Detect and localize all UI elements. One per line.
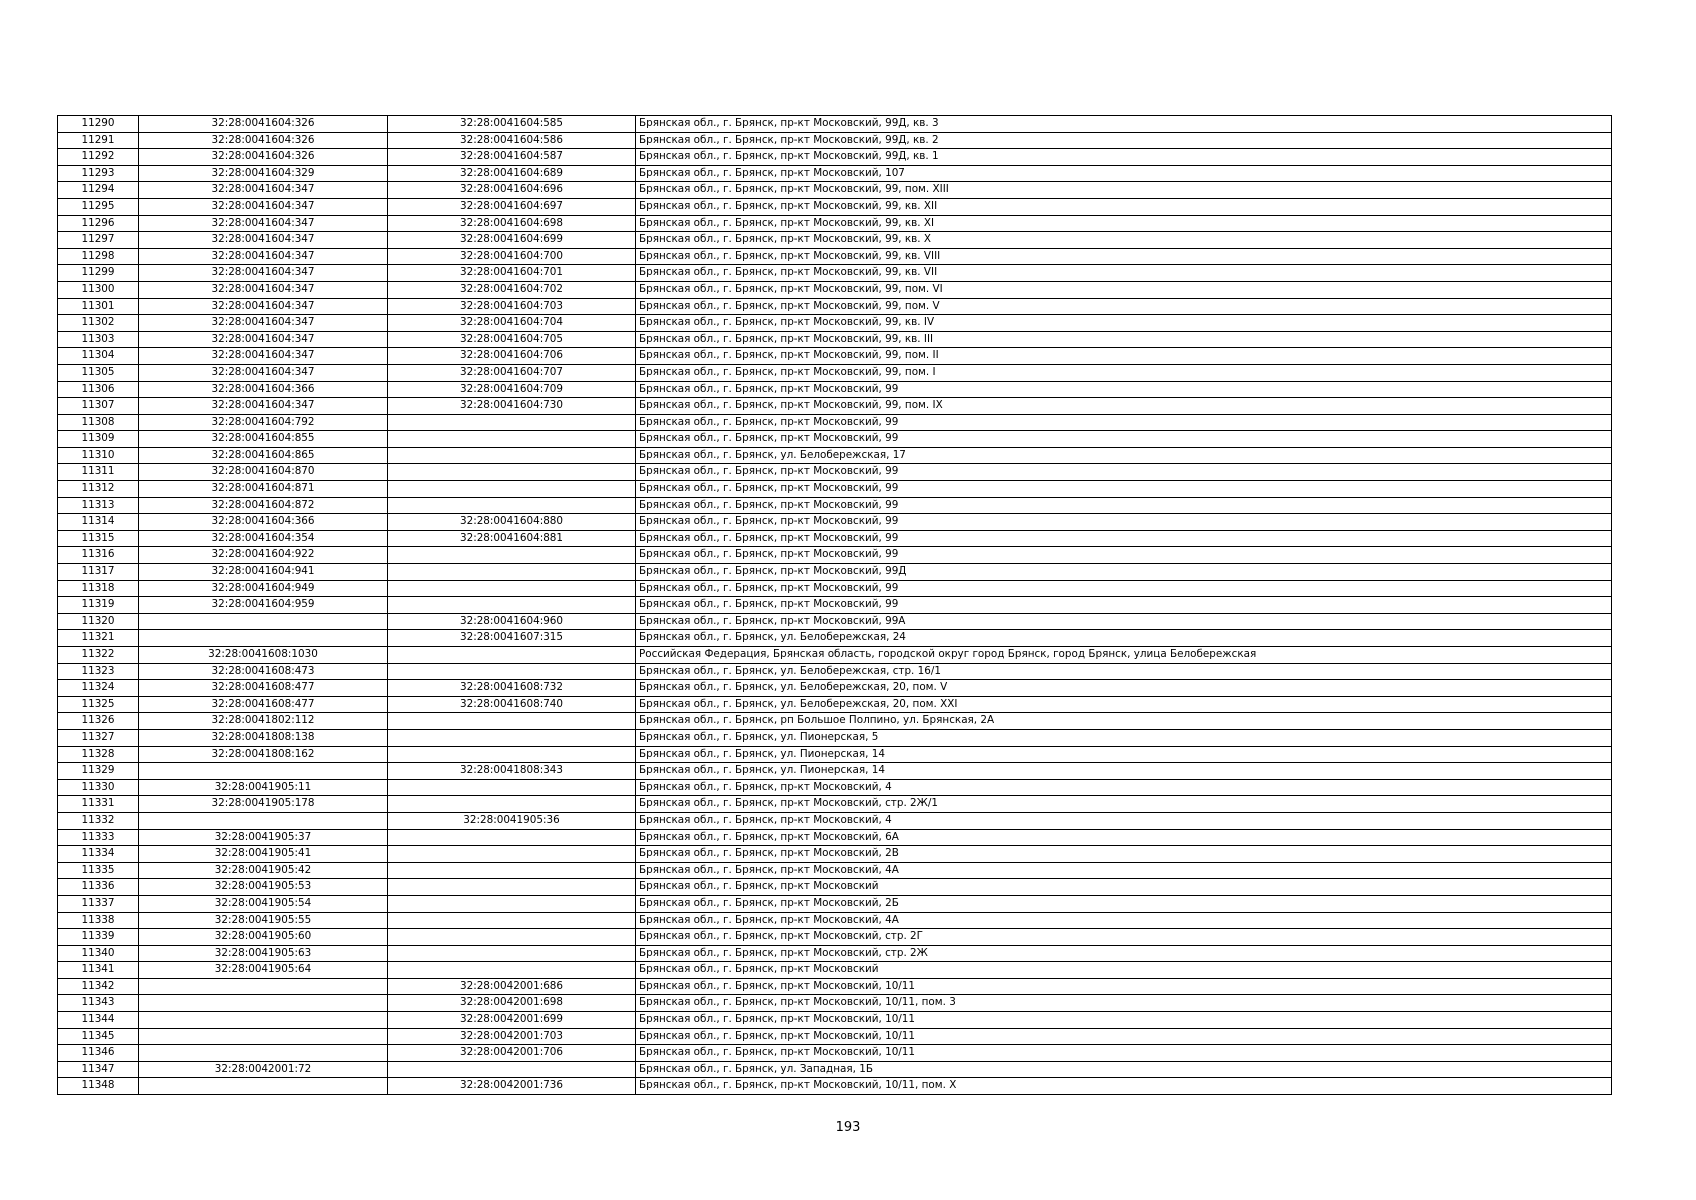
object-cadastral-cell: 32:28:0041604:689 [388,165,636,182]
row-number-cell: 11290 [58,116,139,133]
address-cell: Брянская обл., г. Брянск, пр-кт Московский, 99, пом. XIII [636,182,1612,199]
table-row [58,1012,1612,1029]
object-cadastral-cell: 32:28:0041604:587 [388,149,636,166]
row-number-cell: 11294 [58,182,139,199]
address-cell: Брянская обл., г. Брянск, пр-кт Московский, 10/11, пом. 3 [636,995,1612,1012]
table-row [58,1078,1612,1095]
address-cell: Брянская обл., г. Брянск, пр-кт Московский, 6А [636,829,1612,846]
row-number-cell: 11331 [58,796,139,813]
address-cell: Брянская обл., г. Брянск, пр-кт Московский, 99, пом. IX [636,398,1612,415]
object-cadastral-cell: 32:28:0041604:881 [388,530,636,547]
row-number-cell: 11296 [58,215,139,232]
parent-cadastral-cell: 32:28:0041604:347 [139,315,388,332]
row-number-cell: 11318 [58,580,139,597]
row-number-cell: 11303 [58,331,139,348]
address-cell: Брянская обл., г. Брянск, пр-кт Московский, 2В [636,846,1612,863]
row-number-cell: 11345 [58,1028,139,1045]
parent-cadastral-cell: 32:28:0041905:64 [139,962,388,979]
object-cadastral-cell [388,729,636,746]
address-cell: Брянская обл., г. Брянск, пр-кт Московский, 10/11 [636,1045,1612,1062]
object-cadastral-cell [388,597,636,614]
object-cadastral-cell [388,779,636,796]
table-row [58,763,1612,780]
address-cell: Брянская обл., г. Брянск, ул. Белобережская, 20, пом. XXI [636,696,1612,713]
object-cadastral-cell: 32:28:0041604:696 [388,182,636,199]
object-cadastral-cell: 32:28:0041604:586 [388,132,636,149]
row-number-cell: 11306 [58,381,139,398]
address-cell: Брянская обл., г. Брянск, пр-кт Московский, 10/11 [636,1028,1612,1045]
address-cell: Брянская обл., г. Брянск, пр-кт Московский, 99А [636,613,1612,630]
row-number-cell: 11340 [58,945,139,962]
parent-cadastral-cell: 32:28:0041604:326 [139,132,388,149]
parent-cadastral-cell [139,630,388,647]
table-row [58,215,1612,232]
row-number-cell: 11346 [58,1045,139,1062]
address-cell: Брянская обл., г. Брянск, ул. Пионерская, 14 [636,746,1612,763]
address-cell: Брянская обл., г. Брянск, ул. Западная, 1Б [636,1061,1612,1078]
parent-cadastral-cell: 32:28:0041905:41 [139,846,388,863]
parent-cadastral-cell [139,1045,388,1062]
row-number-cell: 11311 [58,464,139,481]
table-row [58,116,1612,133]
table-row [58,663,1612,680]
parent-cadastral-cell: 32:28:0041604:347 [139,232,388,249]
address-cell: Брянская обл., г. Брянск, пр-кт Московский, 99Д [636,564,1612,581]
parent-cadastral-cell: 32:28:0041604:347 [139,331,388,348]
parent-cadastral-cell: 32:28:0041604:792 [139,414,388,431]
table-row [58,331,1612,348]
table-row [58,796,1612,813]
table-row [58,779,1612,796]
parent-cadastral-cell: 32:28:0041604:366 [139,514,388,531]
parent-cadastral-cell: 32:28:0041905:63 [139,945,388,962]
parent-cadastral-cell: 32:28:0041905:60 [139,929,388,946]
table-row [58,1061,1612,1078]
table-row [58,647,1612,664]
object-cadastral-cell [388,580,636,597]
row-number-cell: 11332 [58,812,139,829]
object-cadastral-cell [388,846,636,863]
row-number-cell: 11299 [58,265,139,282]
parent-cadastral-cell [139,613,388,630]
object-cadastral-cell: 32:28:0042001:736 [388,1078,636,1095]
address-cell: Брянская обл., г. Брянск, пр-кт Московский, 99 [636,547,1612,564]
address-cell: Брянская обл., г. Брянск, пр-кт Московский, 99, кв. IV [636,315,1612,332]
row-number-cell: 11348 [58,1078,139,1095]
table-row [58,547,1612,564]
address-cell: Брянская обл., г. Брянск, пр-кт Московский, 107 [636,165,1612,182]
address-cell: Брянская обл., г. Брянск, пр-кт Московский, 4А [636,912,1612,929]
table-row [58,348,1612,365]
object-cadastral-cell: 32:28:0041604:707 [388,364,636,381]
table-row [58,613,1612,630]
table-row [58,414,1612,431]
table-row [58,298,1612,315]
table-row [58,895,1612,912]
parent-cadastral-cell: 32:28:0041604:871 [139,481,388,498]
address-cell: Брянская обл., г. Брянск, пр-кт Московский, 99 [636,597,1612,614]
parent-cadastral-cell: 32:28:0041604:366 [139,381,388,398]
row-number-cell: 11304 [58,348,139,365]
parent-cadastral-cell: 32:28:0041608:477 [139,680,388,697]
row-number-cell: 11338 [58,912,139,929]
row-number-cell: 11314 [58,514,139,531]
object-cadastral-cell [388,962,636,979]
table-row [58,1028,1612,1045]
row-number-cell: 11317 [58,564,139,581]
row-number-cell: 11342 [58,978,139,995]
address-cell: Брянская обл., г. Брянск, пр-кт Московский, 4 [636,812,1612,829]
address-cell: Брянская обл., г. Брянск, пр-кт Московский, 99 [636,381,1612,398]
row-number-cell: 11307 [58,398,139,415]
table-row [58,149,1612,166]
parent-cadastral-cell [139,812,388,829]
table-row [58,945,1612,962]
parent-cadastral-cell: 32:28:0041604:347 [139,298,388,315]
parent-cadastral-cell: 32:28:0041905:54 [139,895,388,912]
parent-cadastral-cell: 32:28:0041604:347 [139,398,388,415]
row-number-cell: 11297 [58,232,139,249]
object-cadastral-cell: 32:28:0041604:704 [388,315,636,332]
row-number-cell: 11300 [58,281,139,298]
parent-cadastral-cell: 32:28:0041604:347 [139,348,388,365]
parent-cadastral-cell: 32:28:0041604:865 [139,447,388,464]
table-row [58,265,1612,282]
table-row [58,630,1612,647]
row-number-cell: 11319 [58,597,139,614]
table-row [58,829,1612,846]
row-number-cell: 11312 [58,481,139,498]
address-cell: Брянская обл., г. Брянск, рп Большое Полпино, ул. Брянская, 2А [636,713,1612,730]
row-number-cell: 11341 [58,962,139,979]
row-number-cell: 11325 [58,696,139,713]
row-number-cell: 11298 [58,248,139,265]
row-number-cell: 11335 [58,862,139,879]
row-number-cell: 11328 [58,746,139,763]
address-cell: Брянская обл., г. Брянск, ул. Пионерская, 5 [636,729,1612,746]
parent-cadastral-cell: 32:28:0041604:354 [139,530,388,547]
address-cell: Брянская обл., г. Брянск, ул. Белобережская, 24 [636,630,1612,647]
row-number-cell: 11295 [58,198,139,215]
parent-cadastral-cell [139,978,388,995]
object-cadastral-cell: 32:28:0041604:700 [388,248,636,265]
address-cell: Брянская обл., г. Брянск, пр-кт Московский, 99 [636,481,1612,498]
parent-cadastral-cell: 32:28:0041604:347 [139,215,388,232]
row-number-cell: 11301 [58,298,139,315]
table-row [58,198,1612,215]
row-number-cell: 11305 [58,364,139,381]
address-cell: Брянская обл., г. Брянск, пр-кт Московский, 99 [636,431,1612,448]
address-cell: Брянская обл., г. Брянск, ул. Белобережская, 17 [636,447,1612,464]
parent-cadastral-cell [139,1078,388,1095]
object-cadastral-cell: 32:28:0041607:315 [388,630,636,647]
address-cell: Брянская обл., г. Брянск, пр-кт Московский, 99, пом. II [636,348,1612,365]
address-cell: Брянская обл., г. Брянск, пр-кт Московский, 99, кв. III [636,331,1612,348]
address-cell: Брянская обл., г. Брянск, пр-кт Московский, 99, пом. V [636,298,1612,315]
parent-cadastral-cell: 32:28:0041604:949 [139,580,388,597]
table-row [58,447,1612,464]
object-cadastral-cell: 32:28:0042001:706 [388,1045,636,1062]
parent-cadastral-cell: 32:28:0041802:112 [139,713,388,730]
row-number-cell: 11327 [58,729,139,746]
parent-cadastral-cell: 32:28:0041905:11 [139,779,388,796]
parent-cadastral-cell: 32:28:0041604:870 [139,464,388,481]
row-number-cell: 11310 [58,447,139,464]
table-row [58,846,1612,863]
row-number-cell: 11313 [58,497,139,514]
row-number-cell: 11326 [58,713,139,730]
address-cell: Российская Федерация, Брянская область, городской округ город Брянск, город Брянск, улица Белобережская [636,647,1612,664]
table-row [58,962,1612,979]
parent-cadastral-cell [139,1028,388,1045]
row-number-cell: 11292 [58,149,139,166]
object-cadastral-cell: 32:28:0041604:703 [388,298,636,315]
object-cadastral-cell [388,663,636,680]
table-row [58,381,1612,398]
table-row [58,978,1612,995]
row-number-cell: 11293 [58,165,139,182]
parent-cadastral-cell: 32:28:0042001:72 [139,1061,388,1078]
parent-cadastral-cell [139,995,388,1012]
table-row [58,182,1612,199]
table-row [58,530,1612,547]
object-cadastral-cell [388,796,636,813]
table-row [58,729,1612,746]
table-row [58,248,1612,265]
row-number-cell: 11333 [58,829,139,846]
object-cadastral-cell [388,647,636,664]
row-number-cell: 11330 [58,779,139,796]
address-cell: Брянская обл., г. Брянск, пр-кт Московский, стр. 2Г [636,929,1612,946]
row-number-cell: 11315 [58,530,139,547]
parent-cadastral-cell: 32:28:0041905:53 [139,879,388,896]
object-cadastral-cell [388,447,636,464]
row-number-cell: 11320 [58,613,139,630]
parent-cadastral-cell: 32:28:0041604:959 [139,597,388,614]
row-number-cell: 11334 [58,846,139,863]
table-row [58,398,1612,415]
address-cell: Брянская обл., г. Брянск, пр-кт Московский, 99, кв. VIII [636,248,1612,265]
parent-cadastral-cell [139,1012,388,1029]
address-cell: Брянская обл., г. Брянск, пр-кт Московский, стр. 2Ж/1 [636,796,1612,813]
parent-cadastral-cell: 32:28:0041604:347 [139,182,388,199]
table-row [58,564,1612,581]
parent-cadastral-cell: 32:28:0041905:55 [139,912,388,929]
address-cell: Брянская обл., г. Брянск, пр-кт Московский, 99Д, кв. 1 [636,149,1612,166]
table-body [58,116,1612,1095]
address-cell: Брянская обл., г. Брянск, пр-кт Московский, 99 [636,414,1612,431]
table-row [58,995,1612,1012]
object-cadastral-cell [388,481,636,498]
parent-cadastral-cell: 32:28:0041608:477 [139,696,388,713]
table-row [58,497,1612,514]
row-number-cell: 11344 [58,1012,139,1029]
address-cell: Брянская обл., г. Брянск, пр-кт Московский, 99, кв. VII [636,265,1612,282]
row-number-cell: 11347 [58,1061,139,1078]
address-cell: Брянская обл., г. Брянск, пр-кт Московский, 99 [636,464,1612,481]
page-number: 193 [835,1120,861,1135]
parent-cadastral-cell: 32:28:0041604:347 [139,198,388,215]
table-row [58,364,1612,381]
object-cadastral-cell: 32:28:0042001:699 [388,1012,636,1029]
address-cell: Брянская обл., г. Брянск, пр-кт Московский, 4 [636,779,1612,796]
object-cadastral-cell: 32:28:0041604:701 [388,265,636,282]
row-number-cell: 11302 [58,315,139,332]
row-number-cell: 11308 [58,414,139,431]
table-row [58,597,1612,614]
table-row [58,929,1612,946]
parent-cadastral-cell: 32:28:0041604:347 [139,281,388,298]
object-cadastral-cell: 32:28:0041604:705 [388,331,636,348]
parent-cadastral-cell: 32:28:0041604:941 [139,564,388,581]
row-number-cell: 11316 [58,547,139,564]
object-cadastral-cell [388,829,636,846]
object-cadastral-cell [388,497,636,514]
cadastral-table [57,115,1612,1095]
object-cadastral-cell: 32:28:0041604:585 [388,116,636,133]
parent-cadastral-cell: 32:28:0041604:347 [139,248,388,265]
object-cadastral-cell: 32:28:0041604:730 [388,398,636,415]
object-cadastral-cell: 32:28:0041604:699 [388,232,636,249]
object-cadastral-cell [388,879,636,896]
object-cadastral-cell: 32:28:0041608:732 [388,680,636,697]
row-number-cell: 11291 [58,132,139,149]
parent-cadastral-cell: 32:28:0041604:347 [139,265,388,282]
object-cadastral-cell: 32:28:0041604:960 [388,613,636,630]
address-cell: Брянская обл., г. Брянск, пр-кт Московский, 10/11 [636,1012,1612,1029]
object-cadastral-cell: 32:28:0041604:698 [388,215,636,232]
table-row [58,812,1612,829]
address-cell: Брянская обл., г. Брянск, пр-кт Московский, 99 [636,514,1612,531]
address-cell: Брянская обл., г. Брянск, пр-кт Московский, 99 [636,530,1612,547]
table-row [58,696,1612,713]
address-cell: Брянская обл., г. Брянск, ул. Белобережская, 20, пом. V [636,680,1612,697]
object-cadastral-cell [388,431,636,448]
object-cadastral-cell: 32:28:0041604:702 [388,281,636,298]
parent-cadastral-cell: 32:28:0041604:855 [139,431,388,448]
address-cell: Брянская обл., г. Брянск, пр-кт Московский, 2Б [636,895,1612,912]
row-number-cell: 11343 [58,995,139,1012]
object-cadastral-cell: 32:28:0041604:697 [388,198,636,215]
parent-cadastral-cell: 32:28:0041608:1030 [139,647,388,664]
table-row [58,281,1612,298]
object-cadastral-cell [388,746,636,763]
address-cell: Брянская обл., г. Брянск, пр-кт Московский [636,879,1612,896]
row-number-cell: 11339 [58,929,139,946]
row-number-cell: 11337 [58,895,139,912]
object-cadastral-cell [388,929,636,946]
table-row [58,713,1612,730]
parent-cadastral-cell: 32:28:0041905:37 [139,829,388,846]
table-row [58,879,1612,896]
address-cell: Брянская обл., г. Брянск, пр-кт Московский, стр. 2Ж [636,945,1612,962]
address-cell: Брянская обл., г. Брянск, пр-кт Московский, 99 [636,497,1612,514]
address-cell: Брянская обл., г. Брянск, пр-кт Московский, 99Д, кв. 2 [636,132,1612,149]
table-row [58,315,1612,332]
object-cadastral-cell: 32:28:0041808:343 [388,763,636,780]
table-row [58,431,1612,448]
object-cadastral-cell [388,912,636,929]
parent-cadastral-cell: 32:28:0041604:872 [139,497,388,514]
table-row [58,464,1612,481]
object-cadastral-cell: 32:28:0041608:740 [388,696,636,713]
object-cadastral-cell: 32:28:0042001:698 [388,995,636,1012]
object-cadastral-cell: 32:28:0041604:709 [388,381,636,398]
object-cadastral-cell [388,945,636,962]
row-number-cell: 11336 [58,879,139,896]
parent-cadastral-cell: 32:28:0041604:326 [139,149,388,166]
address-cell: Брянская обл., г. Брянск, пр-кт Московский, 99, пом. I [636,364,1612,381]
table-row [58,132,1612,149]
address-cell: Брянская обл., г. Брянск, пр-кт Московский, 99, пом. VI [636,281,1612,298]
object-cadastral-cell [388,464,636,481]
parent-cadastral-cell: 32:28:0041905:178 [139,796,388,813]
table-row [58,680,1612,697]
row-number-cell: 11322 [58,647,139,664]
address-cell: Брянская обл., г. Брянск, пр-кт Московский, 99, кв. XI [636,215,1612,232]
parent-cadastral-cell: 32:28:0041604:347 [139,364,388,381]
address-cell: Брянская обл., г. Брянск, пр-кт Московский, 4А [636,862,1612,879]
table-row [58,912,1612,929]
parent-cadastral-cell: 32:28:0041905:42 [139,862,388,879]
object-cadastral-cell: 32:28:0041604:706 [388,348,636,365]
table-row [58,232,1612,249]
object-cadastral-cell [388,1061,636,1078]
row-number-cell: 11321 [58,630,139,647]
row-number-cell: 11323 [58,663,139,680]
parent-cadastral-cell: 32:28:0041808:138 [139,729,388,746]
object-cadastral-cell: 32:28:0042001:703 [388,1028,636,1045]
object-cadastral-cell [388,862,636,879]
table-row [58,1045,1612,1062]
object-cadastral-cell: 32:28:0042001:686 [388,978,636,995]
address-cell: Брянская обл., г. Брянск, пр-кт Московский [636,962,1612,979]
address-cell: Брянская обл., г. Брянск, пр-кт Московский, 10/11 [636,978,1612,995]
table-row [58,165,1612,182]
object-cadastral-cell: 32:28:0041604:880 [388,514,636,531]
table-row [58,481,1612,498]
table-row [58,580,1612,597]
table-row [58,862,1612,879]
address-cell: Брянская обл., г. Брянск, ул. Пионерская, 14 [636,763,1612,780]
parent-cadastral-cell: 32:28:0041604:326 [139,116,388,133]
address-cell: Брянская обл., г. Брянск, пр-кт Московский, 99, кв. XII [636,198,1612,215]
table-row [58,746,1612,763]
address-cell: Брянская обл., г. Брянск, пр-кт Московский, 99Д, кв. 3 [636,116,1612,133]
address-cell: Брянская обл., г. Брянск, пр-кт Московский, 10/11, пом. X [636,1078,1612,1095]
address-cell: Брянская обл., г. Брянск, пр-кт Московский, 99 [636,580,1612,597]
object-cadastral-cell [388,713,636,730]
parent-cadastral-cell: 32:28:0041608:473 [139,663,388,680]
object-cadastral-cell [388,564,636,581]
parent-cadastral-cell [139,763,388,780]
address-cell: Брянская обл., г. Брянск, ул. Белобережская, стр. 16/1 [636,663,1612,680]
parent-cadastral-cell: 32:28:0041604:922 [139,547,388,564]
object-cadastral-cell: 32:28:0041905:36 [388,812,636,829]
parent-cadastral-cell: 32:28:0041808:162 [139,746,388,763]
table-row [58,514,1612,531]
parent-cadastral-cell: 32:28:0041604:329 [139,165,388,182]
object-cadastral-cell [388,895,636,912]
row-number-cell: 11324 [58,680,139,697]
object-cadastral-cell [388,414,636,431]
row-number-cell: 11309 [58,431,139,448]
address-cell: Брянская обл., г. Брянск, пр-кт Московский, 99, кв. X [636,232,1612,249]
row-number-cell: 11329 [58,763,139,780]
object-cadastral-cell [388,547,636,564]
